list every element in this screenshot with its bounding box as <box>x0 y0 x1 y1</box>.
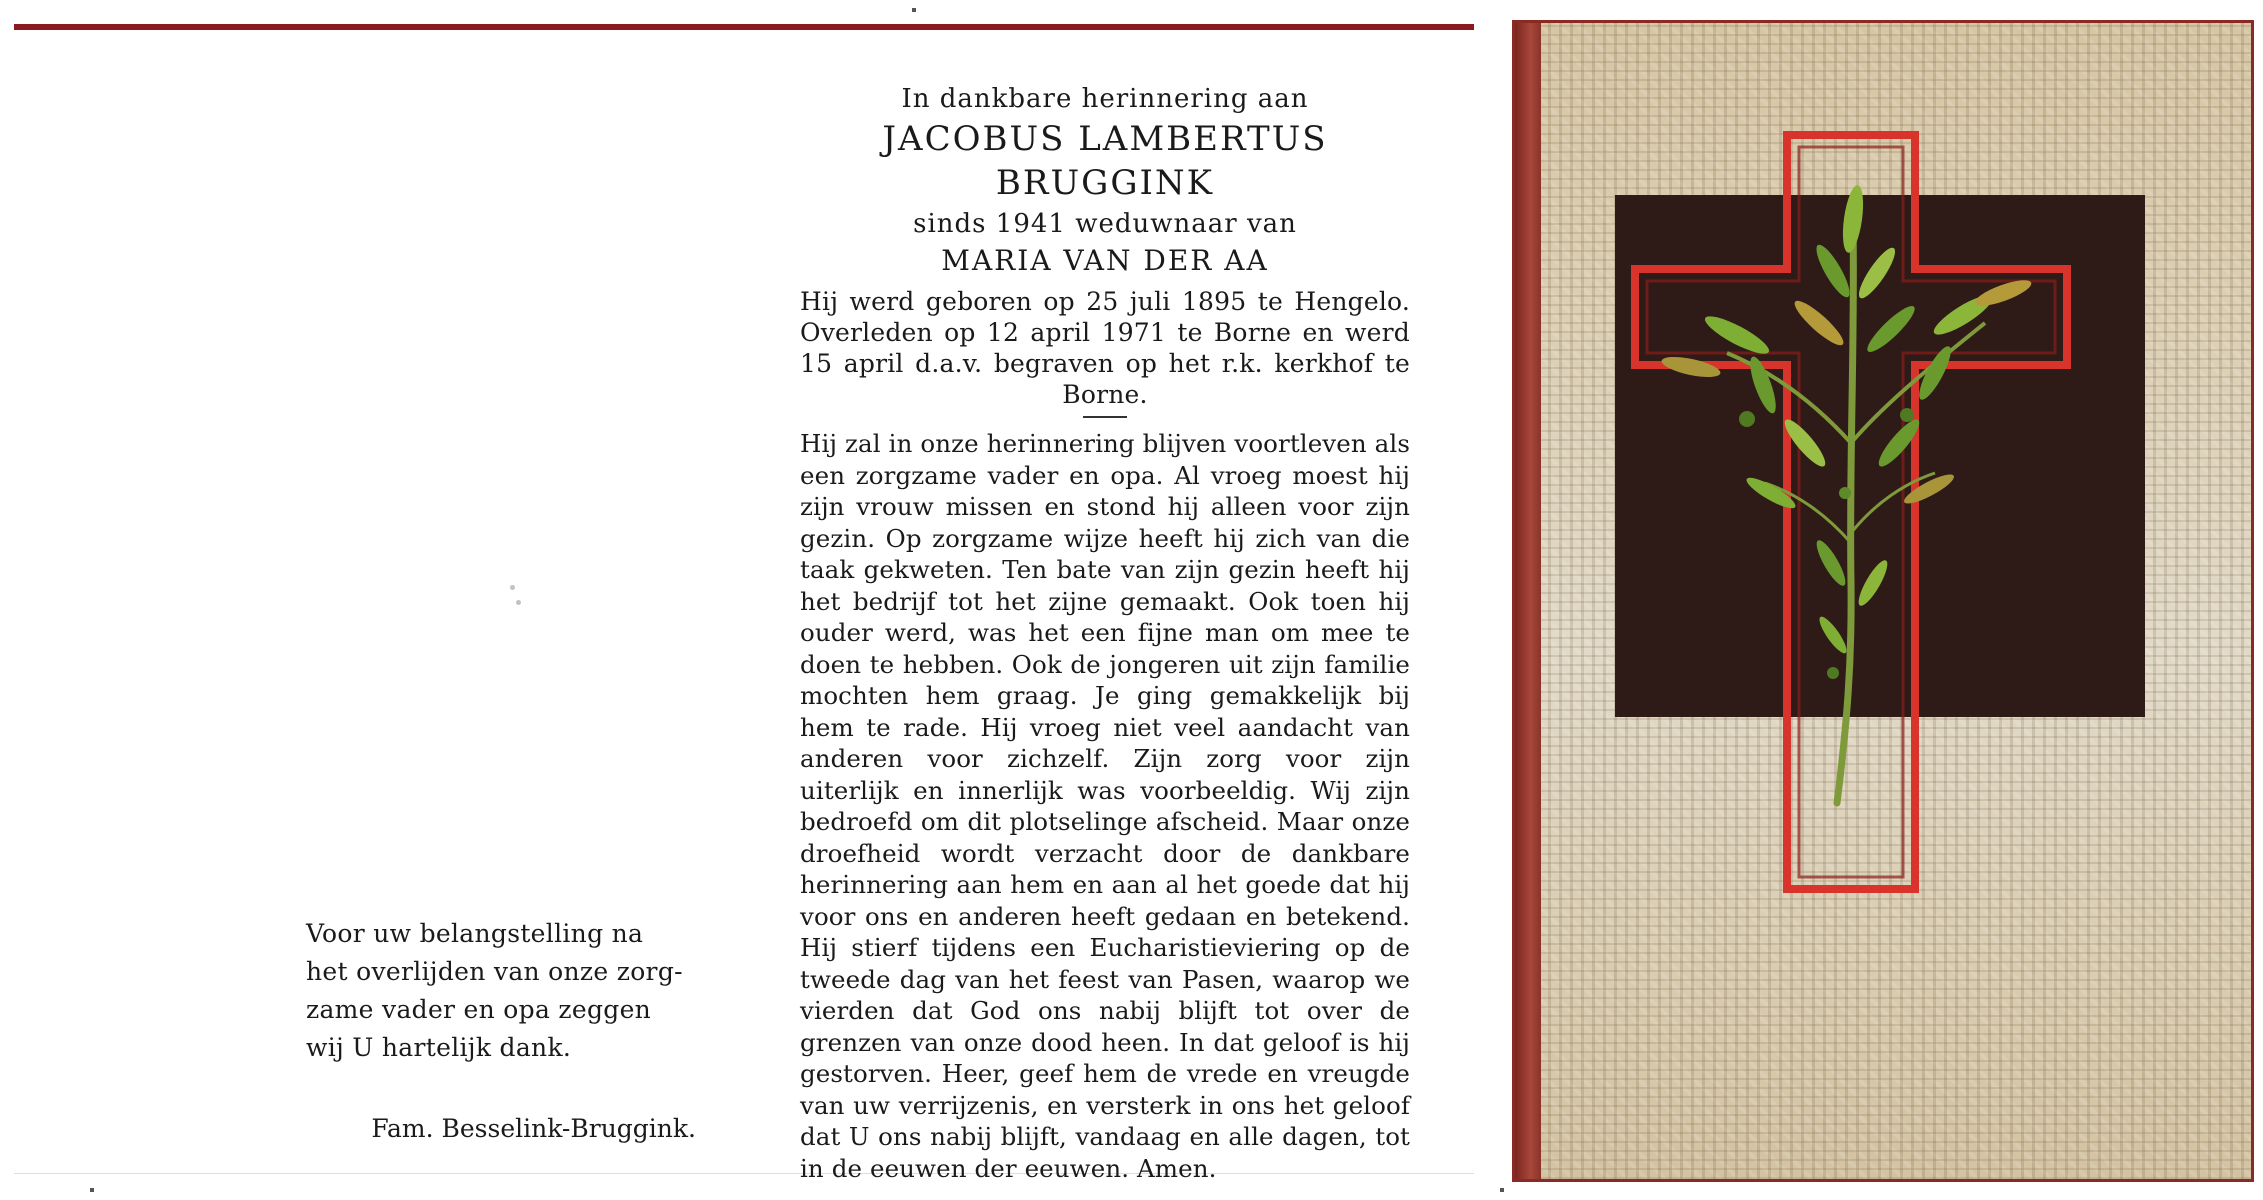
biography-text: Hij zal in onze herinnering blijven voortleven als een zorgzame vader en opa. Al vroeg moest hij zijn vrouw missen en stond hij alleen voor zijn gezin. Op zorgzame wijze heeft hij zich van die taak gekweten. Ten bate van zijn gezin heeft hij het bedrijf tot het zijne gemaakt. Ook toen hij ouder werd, was het een fijne man om mee te doen te hebben. Ook de jongeren uit zijn familie mochten hem graag. Je ging gemakkelijk bij hem te rade. Hij vroeg niet veel aandacht van anderen voor zichzelf. Zijn zorg voor zijn uiterlijk en innerlijk was voorbeeldig. Wij zijn bedroefd om dit plotselinge afscheid. Maar onze droefheid wordt verzacht door de dankbare herinnering aan hem en aan al het goede dat hij voor ons en anderen heeft gedaan en betekend. Hij stierf tijdens een Eucharistieviering op de tweede dag van het feest van Pasen, waarop we vierden dat God ons nabij blijft tot over de grenzen van onze dood heen. In dat geloof is hij gestorven. Heer, geef hem de vrede en vreugde van uw verrijzenis, en versterk in ons het geloof dat U ons nabij blijft, vandaag en alle dagen, tot in de eeuwen der eeuwen. Amen. <box>800 429 1410 1183</box>
memorial-text <box>800 84 1410 1184</box>
life-dates: Hij werd geboren op 25 juli 1895 te Hengelo. Overleden op 12 april 1971 te Borne en werd 15 april d.a.v. begraven op het r.k. kerkhof te Borne. <box>800 287 1410 409</box>
deceased-name: JACOBUS LAMBERTUS BRUGGINK <box>882 119 1328 203</box>
memorial-card-cover <box>1512 20 2254 1182</box>
paper-speck <box>510 585 515 590</box>
thanks-line: Voor uw belangstelling na <box>306 919 644 948</box>
memorial-intro: In dankbare herinnering aan <box>901 84 1309 114</box>
thanks-message <box>306 915 696 1067</box>
section-divider <box>1083 416 1127 418</box>
scan-mark-bottom-right <box>1500 1188 1504 1192</box>
scan-mark-top <box>912 8 916 12</box>
thanks-line: zame vader en opa zeggen <box>306 995 652 1024</box>
spouse-name: MARIA VAN DER AA <box>941 244 1269 277</box>
widower-since: sinds 1941 weduwnaar van <box>913 209 1297 239</box>
paper-speck <box>516 600 521 605</box>
thanks-line: wij U hartelijk dank. <box>306 1033 572 1062</box>
cross-with-olive-branch-illustration <box>1515 23 2251 1179</box>
thanks-line: het overlijden van onze zorg- <box>306 957 683 986</box>
scan-mark-bottom-left <box>90 1188 94 1192</box>
family-signature: Fam. Besselink-Bruggink. <box>371 1114 696 1143</box>
